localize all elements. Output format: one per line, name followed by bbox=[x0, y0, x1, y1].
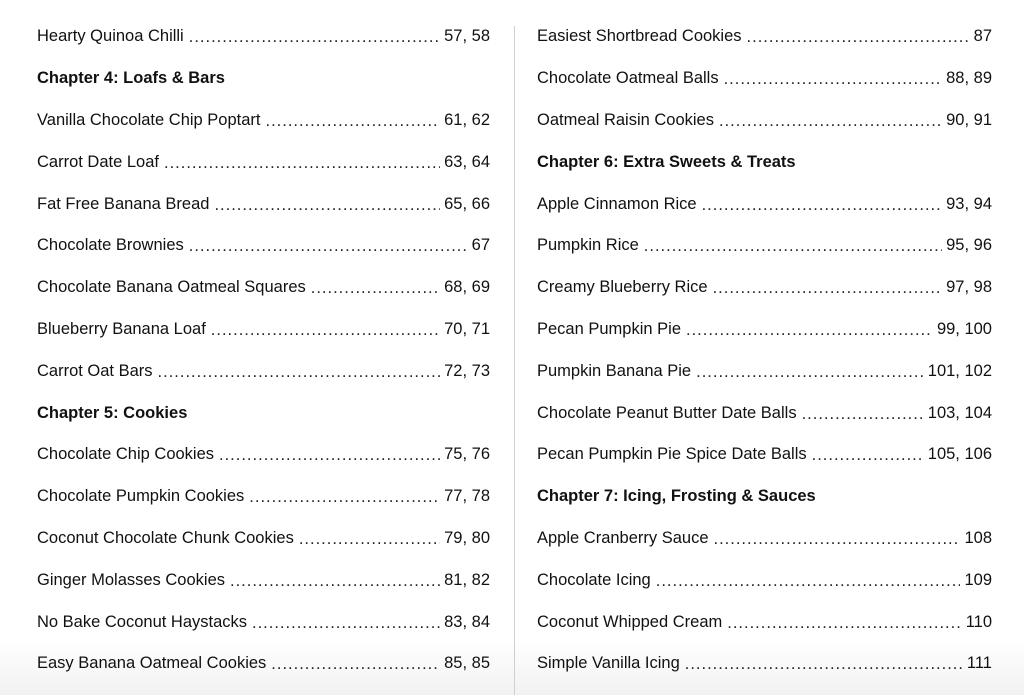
dot-leader bbox=[249, 488, 440, 507]
entry-page-numbers: 103, 104 bbox=[927, 403, 992, 422]
toc-entry bbox=[37, 434, 490, 476]
dot-leader bbox=[696, 363, 924, 382]
entry-page-numbers: 68, 69 bbox=[444, 278, 490, 297]
dot-leader bbox=[266, 112, 441, 131]
chapter-heading: Chapter 6: Extra Sweets & Treats bbox=[537, 152, 796, 171]
dot-leader bbox=[802, 405, 924, 424]
toc-entry bbox=[537, 601, 992, 643]
entry-title: Easy Banana Oatmeal Cookies bbox=[37, 654, 267, 673]
toc-entry bbox=[537, 225, 992, 267]
toc-entry bbox=[537, 183, 992, 225]
entry-page-numbers: 97, 98 bbox=[946, 278, 992, 297]
dot-leader bbox=[299, 530, 440, 549]
dot-leader bbox=[656, 572, 961, 591]
entry-title: Carrot Oat Bars bbox=[37, 361, 153, 380]
dot-leader bbox=[714, 530, 961, 549]
dot-leader bbox=[812, 446, 924, 465]
entry-page-numbers: 109 bbox=[964, 570, 992, 589]
entry-title: Chocolate Brownies bbox=[37, 236, 184, 255]
entry-title: Pumpkin Rice bbox=[537, 236, 639, 255]
entry-title: No Bake Coconut Haystacks bbox=[37, 612, 248, 631]
entry-title: Easiest Shortbread Cookies bbox=[537, 27, 742, 46]
dot-leader bbox=[685, 655, 963, 674]
dot-leader bbox=[211, 321, 440, 340]
dot-leader bbox=[311, 279, 440, 298]
entry-title: Blueberry Banana Loaf bbox=[37, 319, 206, 338]
entry-title: Chocolate Peanut Butter Date Balls bbox=[537, 403, 797, 422]
entry-page-numbers: 93, 94 bbox=[946, 194, 992, 213]
dot-leader bbox=[219, 446, 440, 465]
entry-page-numbers: 83, 84 bbox=[444, 612, 490, 631]
entry-title: Chocolate Oatmeal Balls bbox=[537, 69, 719, 88]
entry-page-numbers: 99, 100 bbox=[936, 319, 992, 338]
entry-title: Fat Free Banana Bread bbox=[37, 194, 210, 213]
toc-entry bbox=[37, 141, 490, 183]
entry-page-numbers: 75, 76 bbox=[444, 445, 490, 464]
entry-title: Simple Vanilla Icing bbox=[537, 654, 680, 673]
entry-page-numbers: 67 bbox=[471, 236, 490, 255]
entry-page-numbers: 63, 64 bbox=[444, 152, 490, 171]
entry-page-numbers: 95, 96 bbox=[946, 236, 992, 255]
entry-page-numbers: 79, 80 bbox=[444, 528, 490, 547]
dot-leader bbox=[724, 70, 943, 89]
dot-leader bbox=[189, 28, 440, 47]
toc-entry bbox=[37, 183, 490, 225]
chapter-heading: Chapter 5: Cookies bbox=[37, 403, 188, 422]
toc-right-column bbox=[537, 16, 992, 685]
entry-page-numbers: 105, 106 bbox=[927, 445, 992, 464]
toc-entry bbox=[37, 16, 490, 58]
dot-leader bbox=[713, 279, 943, 298]
entry-title: Chocolate Chip Cookies bbox=[37, 445, 215, 464]
entry-page-numbers: 108 bbox=[964, 528, 992, 547]
dot-leader bbox=[747, 28, 970, 47]
entry-title: Pumpkin Banana Pie bbox=[537, 361, 692, 380]
entry-page-numbers: 87 bbox=[973, 27, 992, 46]
dot-leader bbox=[230, 572, 440, 591]
toc-entry bbox=[537, 16, 992, 58]
entry-page-numbers: 65, 66 bbox=[444, 194, 490, 213]
dot-leader bbox=[271, 655, 440, 674]
entry-title: Oatmeal Raisin Cookies bbox=[537, 110, 714, 129]
entry-title: Pecan Pumpkin Pie Spice Date Balls bbox=[537, 445, 807, 464]
toc-entry bbox=[537, 267, 992, 309]
entry-title: Chocolate Icing bbox=[537, 570, 651, 589]
toc-entry bbox=[537, 643, 992, 685]
entry-title: Ginger Molasses Cookies bbox=[37, 570, 225, 589]
toc-entry bbox=[537, 58, 992, 100]
toc-entry bbox=[537, 434, 992, 476]
dot-leader bbox=[719, 112, 942, 131]
entry-title: Coconut Chocolate Chunk Cookies bbox=[37, 528, 294, 547]
column-divider bbox=[514, 26, 515, 695]
entry-page-numbers: 88, 89 bbox=[946, 69, 992, 88]
entry-page-numbers: 85, 85 bbox=[444, 654, 490, 673]
toc-entry bbox=[37, 476, 490, 518]
dot-leader bbox=[727, 614, 961, 633]
entry-title: Carrot Date Loaf bbox=[37, 152, 159, 171]
entry-title: Pecan Pumpkin Pie bbox=[537, 319, 681, 338]
toc-entry bbox=[37, 309, 490, 351]
toc-entry bbox=[537, 559, 992, 601]
entry-page-numbers: 110 bbox=[965, 612, 992, 631]
toc-left-column bbox=[37, 16, 490, 685]
dot-leader bbox=[214, 196, 440, 215]
dot-leader bbox=[158, 363, 441, 382]
entry-page-numbers: 101, 102 bbox=[927, 361, 992, 380]
entry-title: Vanilla Chocolate Chip Poptart bbox=[37, 110, 261, 129]
entry-title: Hearty Quinoa Chilli bbox=[37, 27, 184, 46]
entry-title: Coconut Whipped Cream bbox=[537, 612, 723, 631]
entry-page-numbers: 90, 91 bbox=[946, 110, 992, 129]
toc-entry bbox=[537, 309, 992, 351]
toc-entry bbox=[37, 225, 490, 267]
toc-entry bbox=[37, 559, 490, 601]
chapter-heading: Chapter 4: Loafs & Bars bbox=[37, 69, 225, 88]
dot-leader bbox=[686, 321, 933, 340]
toc-entry bbox=[37, 350, 490, 392]
entry-title: Creamy Blueberry Rice bbox=[537, 278, 708, 297]
toc-entry bbox=[537, 100, 992, 142]
entry-title: Chocolate Pumpkin Cookies bbox=[37, 487, 245, 506]
entry-page-numbers: 72, 73 bbox=[444, 361, 490, 380]
dot-leader bbox=[164, 154, 440, 173]
entry-page-numbers: 77, 78 bbox=[444, 487, 490, 506]
toc-entry bbox=[537, 518, 992, 560]
toc-entry bbox=[37, 518, 490, 560]
entry-page-numbers: 61, 62 bbox=[444, 110, 490, 129]
chapter-heading: Chapter 7: Icing, Frosting & Sauces bbox=[537, 487, 816, 506]
entry-title: Apple Cinnamon Rice bbox=[537, 194, 697, 213]
dot-leader bbox=[644, 237, 942, 256]
dot-leader bbox=[702, 196, 943, 215]
toc-entry bbox=[37, 100, 490, 142]
toc-entry bbox=[537, 392, 992, 434]
entry-page-numbers: 111 bbox=[966, 654, 992, 673]
dot-leader bbox=[252, 614, 440, 633]
entry-page-numbers: 57, 58 bbox=[444, 27, 490, 46]
toc-entry bbox=[37, 643, 490, 685]
toc-entry bbox=[537, 350, 992, 392]
entry-title: Apple Cranberry Sauce bbox=[537, 528, 709, 547]
entry-page-numbers: 81, 82 bbox=[444, 570, 490, 589]
toc-entry bbox=[37, 601, 490, 643]
entry-title: Chocolate Banana Oatmeal Squares bbox=[37, 278, 306, 297]
entry-page-numbers: 70, 71 bbox=[444, 319, 490, 338]
dot-leader bbox=[189, 237, 468, 256]
toc-entry bbox=[37, 267, 490, 309]
